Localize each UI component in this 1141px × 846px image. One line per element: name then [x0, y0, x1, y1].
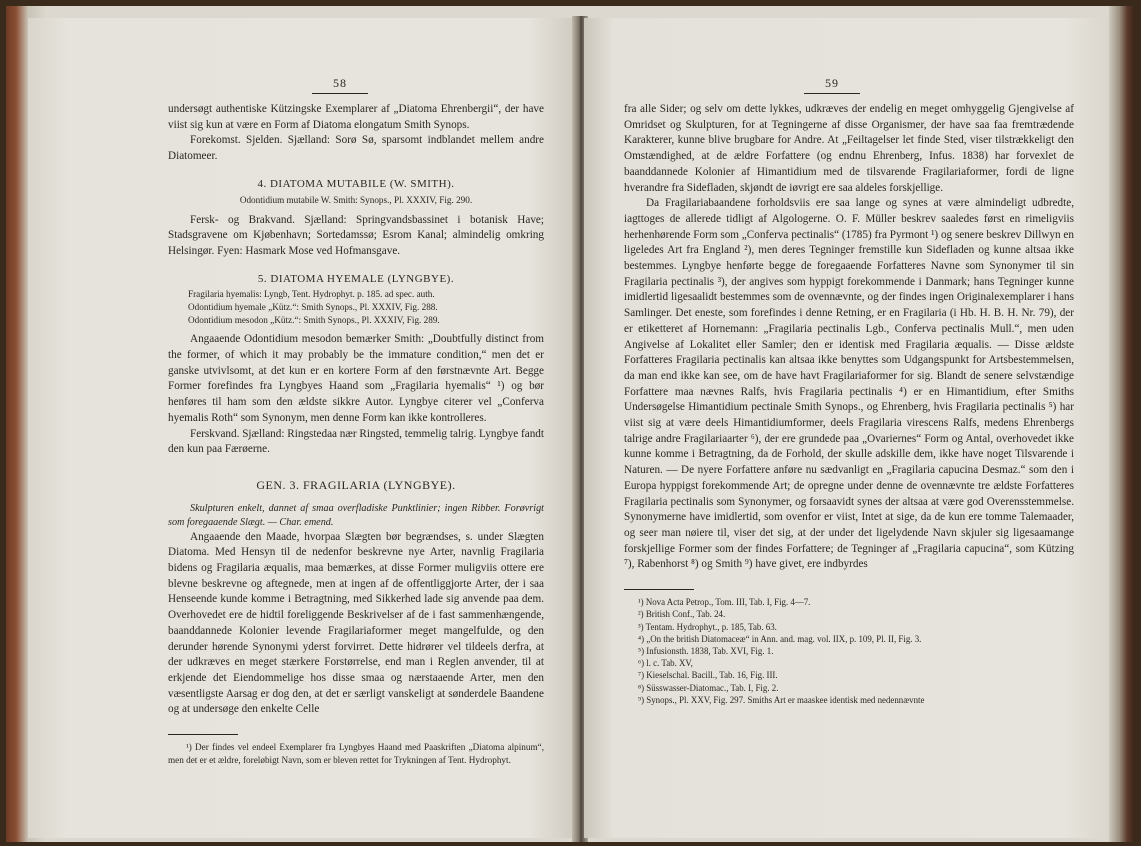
- paragraph: Angaaende Odontidium mesodon bemærker Smith: „Doubtfully distinct from the former, of which it may probably be the immature condition,“ men det er ganske utvivlsomt, at det kun er en kortere Form af den førstnævnte Art. Begge Former forefindes fra Lyngbyes Haand som „Fragilaria hyemalis“ ¹) og bør henføres til ham som den ældste sikkre Autor. Lyngbye citerer vel „Conferva hyemalis Roth“ som Synonym, men denne Form kan ikke kontrolleres.: [168, 333, 544, 424]
- footnote: ⁴) „On the british Diatomaceæ“ in Ann. and. mag. vol. IIX, p. 109, Pl. II, Fig. 3.: [638, 633, 922, 644]
- footnote-list: [624, 596, 1074, 706]
- left-page-text: [168, 102, 544, 766]
- page-edge: [1109, 6, 1135, 842]
- synonym: Odontidium mesodon „Kütz.“: Smith Synops., Pl. XXXIV, Fig. 289.: [188, 315, 440, 326]
- page-number: 58: [310, 76, 370, 91]
- footnote: ²) British Conf., Tab. 24.: [638, 609, 726, 620]
- left-page: [28, 18, 576, 838]
- synonym: Odontidium mutabile W. Smith: Synops., Pl. XXXIV, Fig. 290.: [239, 194, 473, 205]
- paragraph: Da Fragilariabaandene forholdsviis ere saa lange og synes at være almindeligt udbredte, iagttoges de allerede tidligt af Algologerne. O. F. Müller beskrev saaledes først en rimeligviis herhenhørende Form som „Conferva pectinalis“ (1785) fra Pyrmont ¹) og senere beskrev Dillwyn en ligeledes Art fra England ²), men deres Tegninger fremstille kun Sidefladen og kunne altsaa ikke bestemmes. Lyngbye henførte begge de foregaaende Forfatteres Navne som Synonymer til sin Fragilaria pectinalis ³), der angives som hyppigt forekommende i Danmark; hans Tegninger kunne imidlertid ligesaalidt bestemmes som de ovennævnte, og der findes ingen Originalexemplarer i hans Samlinger. Det eneste, som forefindes i denne Retning, er en Fragilaria (i Hb. H. B. H. Nr. 79), der er etiketteret af Hornemann: „Fragilaria pectinalis Lgb., Conferva pectinalis Mull.“, men uden Angivelse af Lokalitet eller Samler; den er identisk med Fragilaria æqualis. — Disse ældste Forfatteres Fragilaria pectinalis kan altsaa ikke benyttes som Udgangspunkt for Artsbestemmelsen, da man end ikke kan see, om de have havt Fragilariaformer for sig. Blandt de senere selvstændige Forfattere maa nævnes Ralfs, hvis Fragilaria pectinalis ⁴) er en Himantidium, efter Smiths Undersøgelse Himantidium pectinale Smith Synops., og Ehrenberg, hvis Fragilaria pectinalis ⁵) har viist sig at være deels Himantidiumformer, deels Fragilaria virescens Ralfs, medens Ehrenbergs talrige andre Fragilariaarter ⁶), der ere grundede paa „Ovariernes“ Form og Antal, overhovedet ikke kunne komme i Betragtning, da de Forhold, der skulle adskille dem, ikke have noget Tilsvarende i Naturen. — De nyere Forfattere anføre nu sædvanligt en „Fragilaria capucina Desmaz.“ som den i Europa hyppigst forekommende Art; de opregne under denne de ovennævnte tre ældste Forfatteres Fragilaria pectinalis som Synonymer, og forsaavidt synes der altsaa at være god Overensstemmelse. Synonymerne have imidlertid, som ovenfor er viist, Intet at sige, da de kun ere tomme Talemaader, og seer man nøiere til, viser det sig, at der under det ligelydende Navn skjuler sig ligesaamange forskjellige Former som der findes Forfattere; de Tegninger af „Fragilaria capucina“, som Kützing ⁷), Rabenhorst ⁸) og Smith ⁹) have givet, ere indbyrdes: [624, 197, 1074, 571]
- footnote: ⁶) l. c. Tab. XV,: [638, 658, 693, 669]
- genus-heading: GEN. 3. FRAGILARIA (LYNGBYE).: [256, 477, 456, 492]
- footnote: ⁹) Synops., Pl. XXV, Fig. 297. Smiths Art er maaskee identisk med nedennævnte: [638, 694, 925, 705]
- footnote-rule: [168, 734, 238, 735]
- genus-diagnosis: Skulpturen enkelt, dannet af smaa overfladiske Punktlinier; ingen Ribber. Forøvrigt som foregaaende Slægt. — Char. emend.: [168, 502, 544, 528]
- paragraph: Forekomst. Sjelden. Sjælland: Sorø Sø, sparsomt indblandet mellem andre Diatomeer.: [168, 134, 544, 163]
- footnote: ⁸) Süsswasser-Diatomac., Tab. I, Fig. 2.: [638, 682, 779, 693]
- paragraph: undersøgt authentiske Kützingske Exemplarer af „Diatoma Ehrenbergii“, der have viist sig kun at være en Form af Diatoma elongatum Smith Synops.: [168, 103, 544, 131]
- book-spread: [6, 6, 1135, 842]
- right-page: [584, 18, 1110, 838]
- paragraph: Ferskvand. Sjælland: Ringstedaa nær Ringsted, temmelig talrig. Lyngbye fandt den kun paa Færøerne.: [168, 427, 544, 456]
- footnote: ¹) Nova Acta Petrop., Tom. III, Tab. I, Fig. 4—7.: [638, 597, 811, 608]
- section-heading: 5. DIATOMA HYEMALE (LYNGBYE).: [257, 272, 455, 285]
- page-number: 59: [802, 76, 862, 91]
- right-page-text: [624, 102, 1074, 706]
- footnote: ⁷) Kieselschal. Bacill., Tab. 16, Fig. III.: [638, 670, 778, 681]
- synonym: Fragilaria hyemalis: Lyngb, Tent. Hydrophyt. p. 185. ad spec. auth.: [188, 289, 435, 300]
- footnote: ³) Tentam. Hydrophyt., p. 185, Tab. 63.: [638, 621, 777, 632]
- paragraph: Angaaende den Maade, hvorpaa Slægten bør begrændses, s. under Slægten Diatoma. Med Hensyn til de nedenfor beskrevne nye Arter, navnlig Fragilaria bidens og Fragilaria æqualis, maa bemærkes, at disse Former muligviis ottere ere blevne beskrevne og aftegnede, men at ingen af de offentliggjorte Arter, der i saa Henseende kunde komme i Betragtning, med Sikkerhed lade sig anvende paa dem. Overhovedet ere de hidtil foreliggende Beskrivelser af de i fast sammenhængende, baanddannede Kolonier levende Fragilariaformer meget mangelfulde, og den derunder hørende Synonymi yderst forvirret. Dette hidrører vel tildeels derfra, at der udkræves en meget stærkere Forstørrelse, end man i Reglen anvender, til at erkjende det Eiendommelige hos disse smaa og nærstaaende Arter, men den væsentligste Aarsag er dog den, at det er særligt vanskeligt at sønderdele Baandene og at undersøge den enkelte Celle: [168, 530, 544, 716]
- footnote-rule: [624, 589, 694, 590]
- paragraph: fra alle Sider; og selv om dette lykkes, udkræves der endelig en meget omhyggelig Gjengivelse af Omridset og Skulpturen, for at Tegningerne af disse Organismer, der have saa faa fremtrædende Karakterer, kunne blive brugbare for Andre. At „Feiltagelser let finde Sted, viser tilstrækkeligt den Omstændighed, at de ældre Forfattere (og endnu Ehrenberg, Infus. 1838) har forvexlet de baanddannede Kolonier af Himantidium med de tilsvarende Fragilariaformer, fordi de ligne hverandre fra Sidefladen, skjøndt de iøvrigt ere saa aldeles forskjellige.: [624, 103, 1074, 194]
- section-heading: 4. DIATOMA MUTABILE (W. SMITH).: [257, 177, 455, 190]
- paragraph: Fersk- og Brakvand. Sjælland: Springvandsbassinet i botanisk Have; Stadsgravene om Kjøbenhavn; Sortedamssø; Esrom Kanal; almindelig omkring Helsingør. Fyen: Hasmark Mose ved Hofmansgave.: [168, 213, 544, 257]
- synonym: Odontidium hyemale „Kütz.“: Smith Synops., Pl. XXXIV, Fig. 288.: [188, 302, 438, 313]
- footnote: ¹) Der findes vel endeel Exemplarer fra Lyngbyes Haand med Paaskriften „Diatoma alpinum“, men det er et ældre, foreløbigt Navn, som er bleven rettet for Trykningen af Tent. Hydrophyt.: [168, 742, 544, 765]
- footnote: ⁵) Infusionsth. 1838, Tab. XVI, Fig. 1.: [638, 645, 774, 656]
